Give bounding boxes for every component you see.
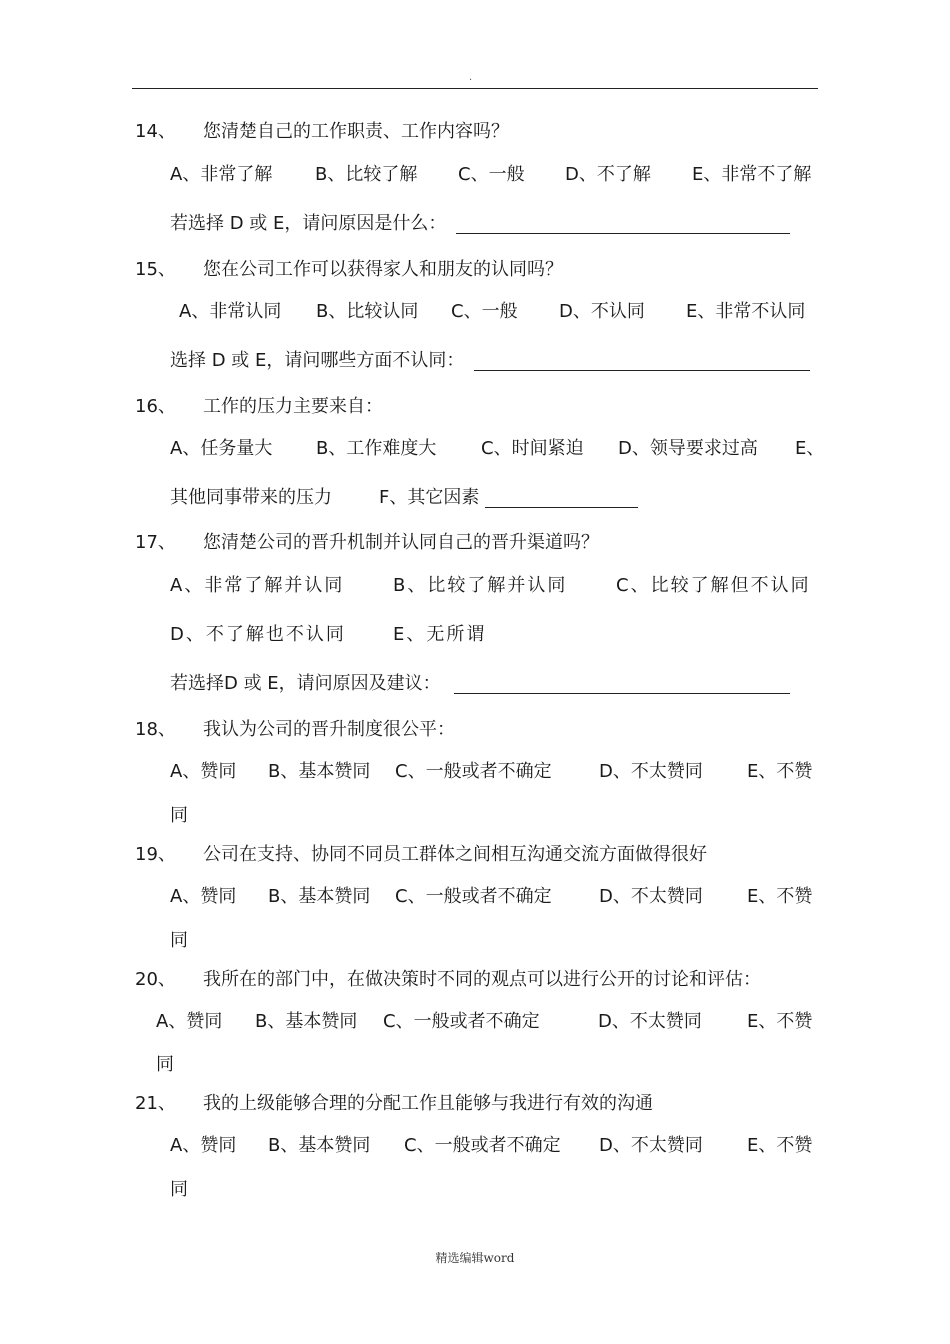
- q20-option-e-wrap: 同: [156, 1054, 174, 1075]
- q18-option-b: B、基本赞同: [268, 761, 371, 782]
- q14-option-d: D、不了解: [565, 164, 651, 185]
- q18-option-e: E、不赞: [747, 761, 813, 782]
- q16-option-b: B、工作难度大: [316, 438, 437, 459]
- page-footer: 精选编辑word: [435, 1251, 515, 1265]
- q18-number: 18、: [135, 719, 176, 740]
- header-rule: [132, 88, 818, 89]
- q15-text: 您在公司工作可以获得家人和朋友的认同吗？: [203, 259, 563, 280]
- q19-option-b: B、基本赞同: [268, 886, 371, 907]
- q15-option-d: D、不认同: [559, 301, 645, 322]
- q16-option-c: C、时间紧迫: [481, 438, 584, 459]
- q20-option-a: A、赞同: [156, 1011, 223, 1032]
- q16-other-blank[interactable]: [485, 489, 638, 508]
- q15-option-a: A、非常认同: [179, 301, 282, 322]
- q21-option-e: E、不赞: [747, 1135, 813, 1156]
- q14-text: 您清楚自己的工作职责、工作内容吗？: [203, 121, 509, 142]
- q16-option-e-text: 其他同事带来的压力: [170, 487, 332, 508]
- q15-option-e: E、非常不认同: [686, 301, 806, 322]
- q18-option-e-wrap: 同: [170, 805, 188, 826]
- q16-option-e: E、: [795, 438, 825, 459]
- q21-text: 我的上级能够合理的分配工作且能够与我进行有效的沟通: [203, 1093, 653, 1114]
- q18-option-c: C、一般或者不确定: [395, 761, 552, 782]
- q15-option-c: C、一般: [451, 301, 518, 322]
- q21-option-e-wrap: 同: [170, 1179, 188, 1200]
- q19-text: 公司在支持、协同不同员工群体之间相互沟通交流方面做得很好: [203, 844, 707, 865]
- q19-number: 19、: [135, 844, 176, 865]
- q21-number: 21、: [135, 1093, 176, 1114]
- q15-answer-blank[interactable]: [474, 352, 810, 371]
- q21-option-d: D、不太赞同: [599, 1135, 703, 1156]
- q14-option-b: B、比较了解: [315, 164, 418, 185]
- q21-option-a: A、赞同: [170, 1135, 237, 1156]
- q14-option-e: E、非常不了解: [692, 164, 812, 185]
- q17-answer-blank[interactable]: [454, 675, 790, 694]
- q20-number: 20、: [135, 969, 176, 990]
- q14-option-c: C、一般: [458, 164, 525, 185]
- q20-option-b: B、基本赞同: [255, 1011, 358, 1032]
- q17-option-d: D、不了解也不认同: [170, 624, 346, 645]
- q14-answer-blank[interactable]: [456, 215, 790, 234]
- q19-option-a: A、赞同: [170, 886, 237, 907]
- q17-text: 您清楚公司的晋升机制并认同自己的晋升渠道吗？: [203, 532, 599, 553]
- q20-text: 我所在的部门中，在做决策时不同的观点可以进行公开的讨论和评估：: [203, 969, 761, 990]
- q14-option-a: A、非常了解: [170, 164, 273, 185]
- q21-option-c: C、一般或者不确定: [404, 1135, 561, 1156]
- q16-number: 16、: [135, 396, 176, 417]
- q20-option-d: D、不太赞同: [598, 1011, 702, 1032]
- q16-option-d: D、领导要求过高: [618, 438, 758, 459]
- q16-option-a: A、任务量大: [170, 438, 273, 459]
- q20-option-e: E、不赞: [747, 1011, 813, 1032]
- q17-option-e: E、无所谓: [393, 624, 487, 645]
- q16-text: 工作的压力主要来自：: [203, 396, 383, 417]
- q18-option-a: A、赞同: [170, 761, 237, 782]
- q14-number: 14、: [135, 121, 176, 142]
- q18-option-d: D、不太赞同: [599, 761, 703, 782]
- q21-option-b: B、基本赞同: [268, 1135, 371, 1156]
- q19-option-e: E、不赞: [747, 886, 813, 907]
- q15-number: 15、: [135, 259, 176, 280]
- q17-option-c: C、比较了解但不认同: [616, 575, 811, 596]
- q17-number: 17、: [135, 532, 176, 553]
- q17-option-a: A、非常了解并认同: [170, 575, 345, 596]
- q17-follow-up: 若选择D 或 E，请问原因及建议：: [170, 673, 441, 694]
- q17-option-b: B、比较了解并认同: [393, 575, 568, 596]
- q15-option-b: B、比较认同: [316, 301, 419, 322]
- q14-follow-up: 若选择 D 或 E，请问原因是什么：: [170, 213, 447, 234]
- header-dot: .: [469, 72, 473, 83]
- q19-option-d: D、不太赞同: [599, 886, 703, 907]
- q15-follow-up: 选择 D 或 E，请问哪些方面不认同：: [170, 350, 465, 371]
- q19-option-c: C、一般或者不确定: [395, 886, 552, 907]
- q20-option-c: C、一般或者不确定: [383, 1011, 540, 1032]
- q18-text: 我认为公司的晋升制度很公平：: [203, 719, 455, 740]
- q16-option-f: F、其它因素: [379, 487, 480, 508]
- q19-option-e-wrap: 同: [170, 930, 188, 951]
